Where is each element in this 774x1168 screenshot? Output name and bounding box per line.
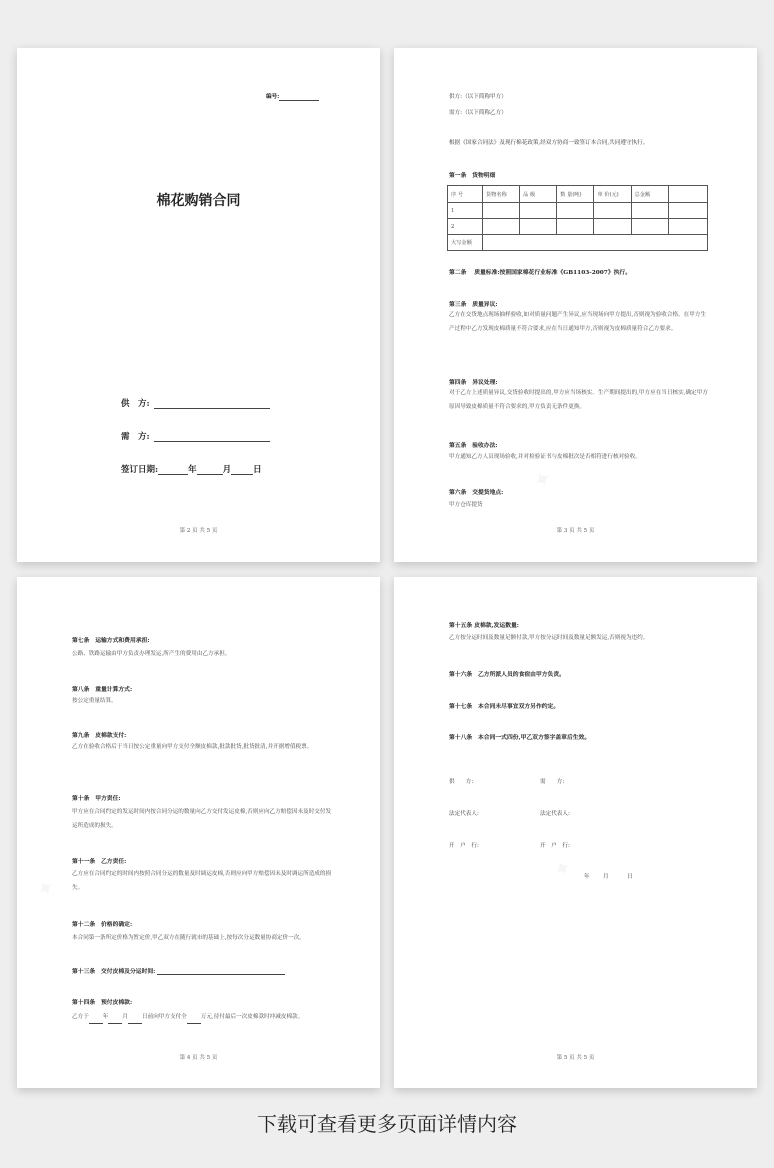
- table-cell: [483, 219, 520, 235]
- goods-table: [447, 185, 708, 251]
- supplier-label: 供 方:: [121, 399, 150, 409]
- table-cell: [668, 219, 707, 235]
- table-cell: 1: [448, 203, 483, 219]
- a14-c: 月: [122, 1014, 129, 1020]
- buyer-line: [154, 441, 270, 442]
- month-label: 月: [222, 465, 232, 475]
- table-total-value: [483, 235, 708, 251]
- month-line: [197, 474, 223, 475]
- article-3-title: 第三条 质量异议:: [449, 302, 498, 308]
- a14-line-2: [108, 1023, 122, 1024]
- supplier-line: [154, 408, 270, 409]
- document-title: 棉花购销合同: [156, 193, 241, 209]
- a14-line-1: [89, 1023, 103, 1024]
- article-8-text: 按公定重量结算。: [72, 698, 117, 704]
- a14-b: 年: [102, 1014, 109, 1020]
- bank-right: 开 户 行:: [540, 843, 570, 849]
- table-row: [448, 203, 708, 219]
- supplier-line-text: 供方:（以下简称甲方）: [449, 94, 507, 100]
- sign-date-label: 签订日期:: [121, 465, 159, 475]
- sign-date-year: 年: [584, 874, 590, 880]
- article-7-text: 公路、铁路运输由甲方负责办理发运,所产生的费用由乙方承担。: [72, 651, 231, 657]
- article-10-text: 甲方应在合同约定的发运时间内按合同分运的数量向乙方交付发运皮棉,否则应向乙方赔偿因未及时交付发运所造成的损失。: [72, 809, 332, 829]
- table-header-cell: 货物名称: [483, 186, 520, 203]
- year-label: 年: [188, 465, 197, 475]
- article-16-title: 第十六条 乙方所派人员的食宿由甲方负责。: [449, 672, 565, 678]
- table-cell: 2: [448, 219, 483, 235]
- article-14-text: [72, 1011, 303, 1024]
- page-footer: 第 5 页 共 5 页: [556, 1055, 595, 1061]
- article-12-title: 第十二条 价格的确定:: [72, 922, 133, 928]
- table-cell: [594, 203, 631, 219]
- article-13-line: [157, 974, 285, 975]
- article-13-title: 第十三条 交付皮棉及分运时间:: [72, 969, 156, 975]
- page-cover: [17, 48, 380, 562]
- table-header-cell: [668, 186, 707, 203]
- article-5-title: 第五条 验收办法:: [449, 443, 498, 449]
- year-line: [158, 474, 188, 475]
- a14-line-3: [128, 1023, 142, 1024]
- contract-number-line: [279, 100, 319, 101]
- table-cell: [631, 219, 668, 235]
- article-17-title: 第十七条 本合同未尽事宜双方另作约定。: [449, 704, 560, 710]
- article-13-row: [72, 966, 285, 975]
- article-12-text: 本合同第一条所定价格为暂定价,甲乙双方在随行就市的基础上,按每次分运数量协商定价一次。: [72, 935, 305, 941]
- table-row: [448, 219, 708, 235]
- page-4: [394, 577, 757, 1088]
- page-2: [394, 48, 757, 562]
- watermark: [32, 874, 60, 905]
- sign-date-row: [121, 463, 262, 475]
- legal-rep-right: 法定代表人:: [540, 811, 570, 817]
- table-header-cell: 单 价(元): [594, 186, 631, 203]
- article-2-title: 第二条 质量标准:按照国家棉花行业标准《GB1103-2007》执行。: [449, 270, 632, 276]
- table-cell: [668, 203, 707, 219]
- download-more-banner[interactable]: 下载可查看更多页面详情内容: [257, 1112, 517, 1136]
- a14-a: 乙方于: [72, 1014, 89, 1020]
- article-3-text: 乙方在交货地点现场抽样验收,如对质量问题产生异议,应当现场向甲方提出,否则视为验收合格。在甲方生产过程中乙方发现皮棉质量不符合要求,应在当日通知甲方,否则视为皮棉质量符合乙方要求。: [449, 312, 707, 332]
- table-cell: [520, 219, 557, 235]
- article-18-title: 第十八条 本合同一式四份,甲乙双方签字盖章后生效。: [449, 735, 591, 741]
- table-cell: [483, 203, 520, 219]
- table-total-label: 大写金额: [448, 235, 483, 251]
- article-4-title: 第四条 异议处理:: [449, 380, 498, 386]
- page-footer: 第 4 页 共 5 页: [179, 1055, 218, 1061]
- article-11-text: 乙方应在合同约定的时间内按照合同分运的数量及时调运皮棉,否则应向甲方赔偿因未及时调运所造成的损失。: [72, 871, 332, 891]
- table-cell: [557, 203, 594, 219]
- table-cell: [594, 219, 631, 235]
- article-5-text: 甲方通知乙方人员现场验收,并对检验证书与皮棉批次是否相符进行核对验收。: [449, 454, 641, 460]
- day-label: 日: [253, 465, 262, 475]
- sign-date-month: 月: [603, 874, 609, 880]
- table-cell: [631, 203, 668, 219]
- buyer-line-text: 需方:（以下简称乙方）: [449, 110, 507, 116]
- article-8-title: 第八条 重量计算方式:: [72, 687, 133, 693]
- article-9-text: 乙方在验收合格后于当日按公定重量向甲方支付全额皮棉款,批款批货,批货批清,并开据增值税票。: [72, 744, 313, 750]
- page-footer: 第 2 页 共 5 页: [179, 528, 218, 534]
- table-header-cell: 序 号: [448, 186, 483, 203]
- table-cell: [557, 219, 594, 235]
- contract-intro: 根据《国家合同法》及现行棉花政策,经双方协商一致签订本合同,共同遵守执行。: [449, 140, 649, 146]
- table-header-cell: 品 级: [520, 186, 557, 203]
- watermark: [529, 465, 557, 496]
- table-total-row: [448, 235, 708, 251]
- article-15-title: 第十五条 皮棉款,发运数量:: [449, 623, 519, 629]
- article-9-title: 第九条 皮棉款支付:: [72, 733, 127, 739]
- table-header-row: [448, 186, 708, 203]
- watermark: [549, 854, 577, 885]
- article-6-text: 甲方仓库提货: [449, 502, 483, 508]
- table-header-cell: 数 量(吨): [557, 186, 594, 203]
- article-1-title: 第一条 货物明细: [449, 173, 496, 179]
- article-10-title: 第十条 甲方责任:: [72, 796, 121, 802]
- bank-left: 开 户 行:: [449, 843, 479, 849]
- contract-number: [266, 93, 319, 101]
- supplier-signature-row: [121, 397, 270, 409]
- contract-number-label: 编号:: [266, 94, 280, 100]
- a14-line-4: [187, 1023, 201, 1024]
- sign-date-day: 日: [627, 874, 633, 880]
- a14-e: 万元,待付最后一次皮棉款时冲减皮棉款。: [200, 1014, 304, 1020]
- article-7-title: 第七条 运输方式和费用承担:: [72, 638, 150, 644]
- table-header-cell: 总金额: [631, 186, 668, 203]
- article-14-title: 第十四条 预付皮棉款:: [72, 1000, 133, 1006]
- buyer-sign-label: 需 方:: [540, 779, 565, 785]
- article-11-title: 第十一条 乙方责任:: [72, 859, 127, 865]
- supplier-sign-label: 供 方:: [449, 779, 474, 785]
- a14-d: 日前向甲方支付全: [142, 1014, 187, 1020]
- page-3: [17, 577, 380, 1088]
- legal-rep-left: 法定代表人:: [449, 811, 479, 817]
- article-6-title: 第六条 交提货地点:: [449, 490, 504, 496]
- page-footer: 第 3 页 共 5 页: [556, 528, 595, 534]
- article-15-text: 乙方按分运时间及数量足额付款,甲方按分运时间及数量足额发运,否则视为违约。: [449, 635, 649, 641]
- article-4-text: 对于乙方上述质量异议,交货验收时提出的,甲方应当场核实。生产期间提出的,甲方应在当日核实,确定甲方原因导致皮棉质量不符合要求的,甲方负责无条件更换。: [449, 390, 708, 410]
- buyer-label: 需 方:: [121, 432, 150, 442]
- day-line: [231, 474, 253, 475]
- buyer-signature-row: [121, 430, 270, 442]
- table-cell: [520, 203, 557, 219]
